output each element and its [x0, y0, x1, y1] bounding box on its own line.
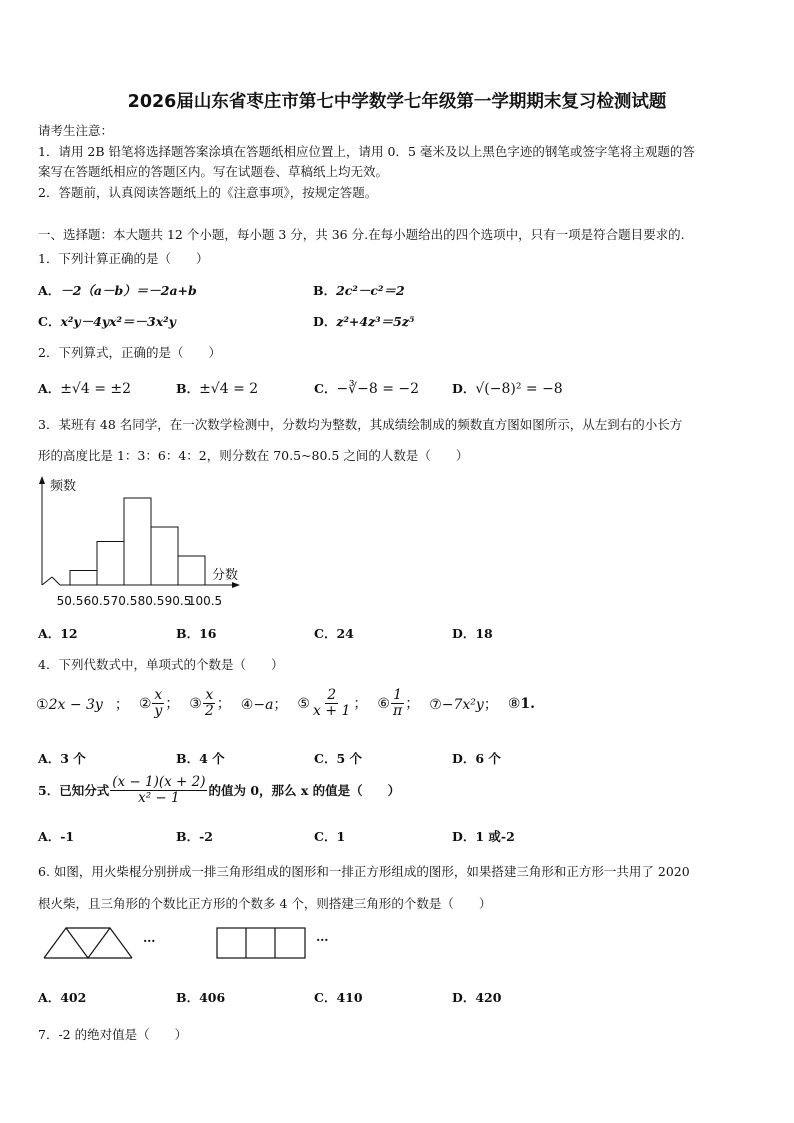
- option-text: 3 个: [60, 751, 86, 766]
- option-text: －2（a－b）＝－2a+b: [60, 283, 197, 298]
- option-text: 420: [475, 990, 502, 1005]
- q2-option-c: [314, 379, 419, 397]
- q3-option-d: [452, 624, 493, 642]
- option-label: A．: [38, 381, 61, 396]
- q1-option-c: [38, 312, 176, 330]
- option-label: B．: [176, 829, 200, 844]
- option-label: D．: [452, 381, 476, 396]
- q5-option-a: [38, 827, 74, 845]
- x-tick-label: 50.5: [56, 594, 84, 608]
- option-text: 6 个: [475, 751, 501, 766]
- option-text: 5 个: [336, 751, 363, 766]
- histogram-bar-2: [97, 542, 124, 586]
- option-expression: ±√4 = ±2: [60, 381, 132, 397]
- square-row: [217, 928, 305, 958]
- option-text: -2: [199, 829, 213, 844]
- q6-option-b: [176, 988, 225, 1006]
- option-label: A．: [38, 283, 61, 298]
- option-text: 12: [60, 626, 78, 641]
- q5-option-c: [314, 827, 345, 845]
- option-text: -1: [60, 829, 75, 844]
- axis-break-right: [52, 577, 60, 585]
- option-label: D．: [452, 829, 476, 844]
- option-label: D．: [452, 626, 476, 641]
- question-3-stem-line-2: 形的高度比是 1：3：6：4：2，则分数在 70.5~80.5 之间的人数是（ ）: [38, 448, 469, 463]
- q1-option-b: [313, 281, 405, 299]
- q4-option-b: [176, 749, 225, 767]
- notice-item-1-line-1: 1．请用 2B 铅笔将选择题答案涂填在答题纸相应位置上，请用 0．5 毫米及以上黑色字迹的钢笔或签字笔将主观题的答: [38, 144, 695, 159]
- option-label: B．: [313, 283, 337, 298]
- option-text: 16: [199, 626, 217, 641]
- option-label: C．: [314, 381, 337, 396]
- axis-break-left: [42, 577, 52, 585]
- question-1-stem: 1．下列计算正确的是（ ）: [38, 251, 209, 266]
- option-label: A．: [38, 626, 61, 641]
- expression-1: ①2x − 3y ；: [36, 696, 129, 713]
- q1-option-a: [38, 281, 197, 299]
- question-7-stem: 7．-2 的绝对值是（ ）: [38, 1027, 188, 1042]
- x-tick-label: 90.5: [164, 594, 192, 608]
- expression-4: ④−a；: [240, 696, 288, 713]
- section-heading: 一、选择题：本大题共 12 个小题，每小题 3 分，共 36 分.在每小题给出的四个选项中，只有一项是符合题目要求的.: [38, 227, 685, 242]
- triangle-row-ellipsis: …: [143, 930, 156, 945]
- option-label: A．: [38, 751, 61, 766]
- option-text: 24: [336, 626, 354, 641]
- notice-heading: 请考生注意：: [38, 123, 114, 138]
- histogram-bar-5: [178, 556, 205, 585]
- option-label: C．: [38, 314, 61, 329]
- option-label: A．: [38, 829, 61, 844]
- q2-option-a: [38, 379, 131, 397]
- expression-3: ③ $\frac{x}{2}$ ；: [189, 687, 231, 720]
- question-2-stem: 2．下列算式，正确的是（ ）: [38, 345, 221, 360]
- matchstick-figures: [40, 922, 340, 964]
- x-tick-label: 80.5: [137, 594, 165, 608]
- q3-option-a: [38, 624, 78, 642]
- option-label: D．: [313, 314, 337, 329]
- page-title: 2026届山东省枣庄市第七中学数学七年级第一学期期末复习检测试题: [127, 92, 667, 112]
- option-label: B．: [176, 990, 200, 1005]
- option-text: 410: [336, 990, 363, 1005]
- option-label: C．: [314, 990, 337, 1005]
- expression-7: ⑦−7x²y；: [429, 696, 498, 713]
- option-label: C．: [314, 829, 337, 844]
- x-tick-label: 100.5: [187, 594, 223, 608]
- option-label: B．: [176, 751, 200, 766]
- option-label: D．: [452, 990, 476, 1005]
- x-tick-label: 60.5: [83, 594, 111, 608]
- question-4-stem: 4．下列代数式中，单项式的个数是（ ）: [38, 657, 284, 672]
- option-text: x²y－4yx²＝－3x²y: [60, 314, 176, 329]
- q1-option-d: [313, 312, 414, 330]
- option-text: 1: [336, 829, 346, 844]
- q6-option-a: [38, 988, 86, 1006]
- expression-2: ② $\frac{x}{y}$ ；: [138, 687, 180, 720]
- expression-8: ⑧1.: [507, 695, 535, 712]
- option-expression: √(−8)² = −8: [475, 381, 563, 397]
- option-text: 2c²－c²＝2: [336, 283, 405, 298]
- option-expression: ±√4 = 2: [199, 381, 259, 397]
- expression-6: ⑥ $\frac{1}{\pi}$ ；: [377, 687, 420, 720]
- option-text: 402: [60, 990, 87, 1005]
- option-text: 18: [475, 626, 493, 641]
- triangle-row: [44, 928, 132, 958]
- question-3-stem-line-1: 3．某班有 48 名同学，在一次数学检测中，分数均为整数，其成绩绘制成的频数直方图如图所示，从左到右的小长方: [38, 417, 683, 432]
- q4-option-c: [314, 749, 362, 767]
- q3-option-b: [176, 624, 216, 642]
- option-label: A．: [38, 990, 61, 1005]
- option-text: z²+4z³＝5z⁵: [336, 314, 415, 329]
- question-6-stem-line-2: 根火柴，且三角形的个数比正方形的个数多 4 个，则搭建三角形的个数是（ ）: [38, 896, 492, 911]
- option-label: B．: [176, 381, 200, 396]
- q4-expression-list: [36, 688, 535, 720]
- histogram-bar-3: [124, 498, 151, 585]
- y-axis-arrow: [39, 476, 45, 484]
- notice-item-2: 2．答题前，认真阅读答题纸上的《注意事项》，按规定答题。: [38, 185, 378, 200]
- option-label: B．: [176, 626, 200, 641]
- option-label: C．: [314, 751, 337, 766]
- histogram-bar-1: [70, 571, 97, 586]
- expression-5: ⑤ $\frac{2}{x + 1}$ ；: [297, 687, 368, 720]
- q5-fraction: $\frac{(x - 1)(x + 2)}{\text{x² − 1}}$: [112, 774, 206, 806]
- q2-option-d: [452, 379, 563, 397]
- q5-option-b: [176, 827, 213, 845]
- option-label: C．: [314, 626, 337, 641]
- q6-option-c: [314, 988, 363, 1006]
- option-text: 406: [199, 990, 226, 1005]
- q6-option-d: [452, 988, 501, 1006]
- histogram-bar-4: [151, 527, 178, 585]
- x-tick-label: 70.5: [110, 594, 138, 608]
- option-expression: −∛−8 = −2: [336, 381, 420, 397]
- q5-option-d: [452, 827, 515, 845]
- question-6-stem-line-1: 6. 如图，用火柴棍分别拼成一排三角形组成的图形和一排正方形组成的图形，如果搭建三角形和正方形一共用了 2020: [38, 864, 690, 879]
- q4-option-a: [38, 749, 86, 767]
- q2-option-b: [176, 379, 258, 397]
- question-5-stem: 5．已知分式 $\frac{(x - 1)(x + 2)}{\text{x² − 1}}$ 的值为 0，那么 x 的值是（ ）: [38, 774, 401, 806]
- q3-option-c: [314, 624, 354, 642]
- q4-option-d: [452, 749, 501, 767]
- option-text: 4 个: [199, 751, 225, 766]
- y-axis-label: 频数: [50, 479, 77, 494]
- frequency-histogram: [30, 472, 260, 612]
- notice-item-1-line-2: 案写在答题纸相应的答题区内。写在试题卷、草稿纸上均无效。: [38, 164, 389, 179]
- option-text: 1 或-2: [475, 829, 515, 844]
- square-row-ellipsis: …: [316, 929, 329, 944]
- x-axis-label: 分数: [212, 568, 239, 583]
- option-label: D．: [452, 751, 476, 766]
